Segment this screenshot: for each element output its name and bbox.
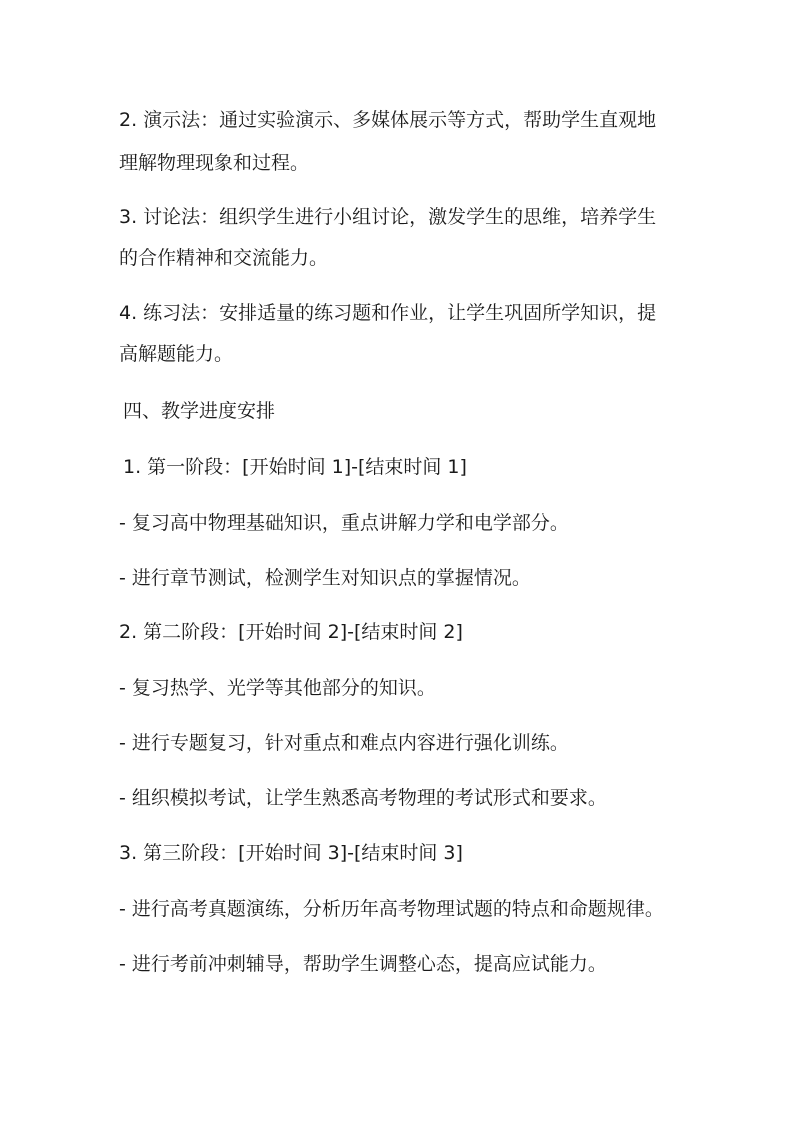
stage-three-heading: 3. 第三阶段：[开始时间 3]-[结束时间 3] (119, 842, 463, 864)
stage-two-heading: 2. 第二阶段：[开始时间 2]-[结束时间 2] (119, 621, 463, 643)
paragraph-discussion-method-line-1: 3. 讨论法：组织学生进行小组讨论，激发学生的思维，培养学生 (119, 206, 657, 228)
paragraph-practice-method-line-1: 4. 练习法：安排适量的练习题和作业，让学生巩固所学知识，提 (119, 302, 657, 324)
stage-one-item-1: - 复习高中物理基础知识，重点讲解力学和电学部分。 (119, 512, 569, 534)
paragraph-demonstration-method-line-1: 2. 演示法：通过实验演示、多媒体展示等方式，帮助学生直观地 (119, 109, 657, 131)
stage-two-item-2: - 进行专题复习，针对重点和难点内容进行强化训练。 (119, 732, 569, 754)
stage-three-item-1: - 进行高考真题演练，分析历年高考物理试题的特点和命题规律。 (119, 898, 664, 920)
stage-three-item-2: - 进行考前冲刺辅导，帮助学生调整心态，提高应试能力。 (119, 953, 607, 975)
stage-two-item-1: - 复习热学、光学等其他部分的知识。 (119, 677, 436, 699)
paragraph-demonstration-method-line-2: 理解物理现象和过程。 (119, 152, 310, 174)
stage-one-item-2: - 进行章节测试，检测学生对知识点的掌握情况。 (119, 567, 531, 589)
paragraph-discussion-method-line-2: 的合作精神和交流能力。 (119, 247, 329, 269)
section-heading-teaching-schedule: 四、教学进度安排 (123, 400, 276, 422)
stage-two-item-3: - 组织模拟考试，让学生熟悉高考物理的考试形式和要求。 (119, 787, 607, 809)
stage-one-heading: 1. 第一阶段：[开始时间 1]-[结束时间 1] (123, 456, 467, 478)
paragraph-practice-method-line-2: 高解题能力。 (119, 343, 234, 365)
